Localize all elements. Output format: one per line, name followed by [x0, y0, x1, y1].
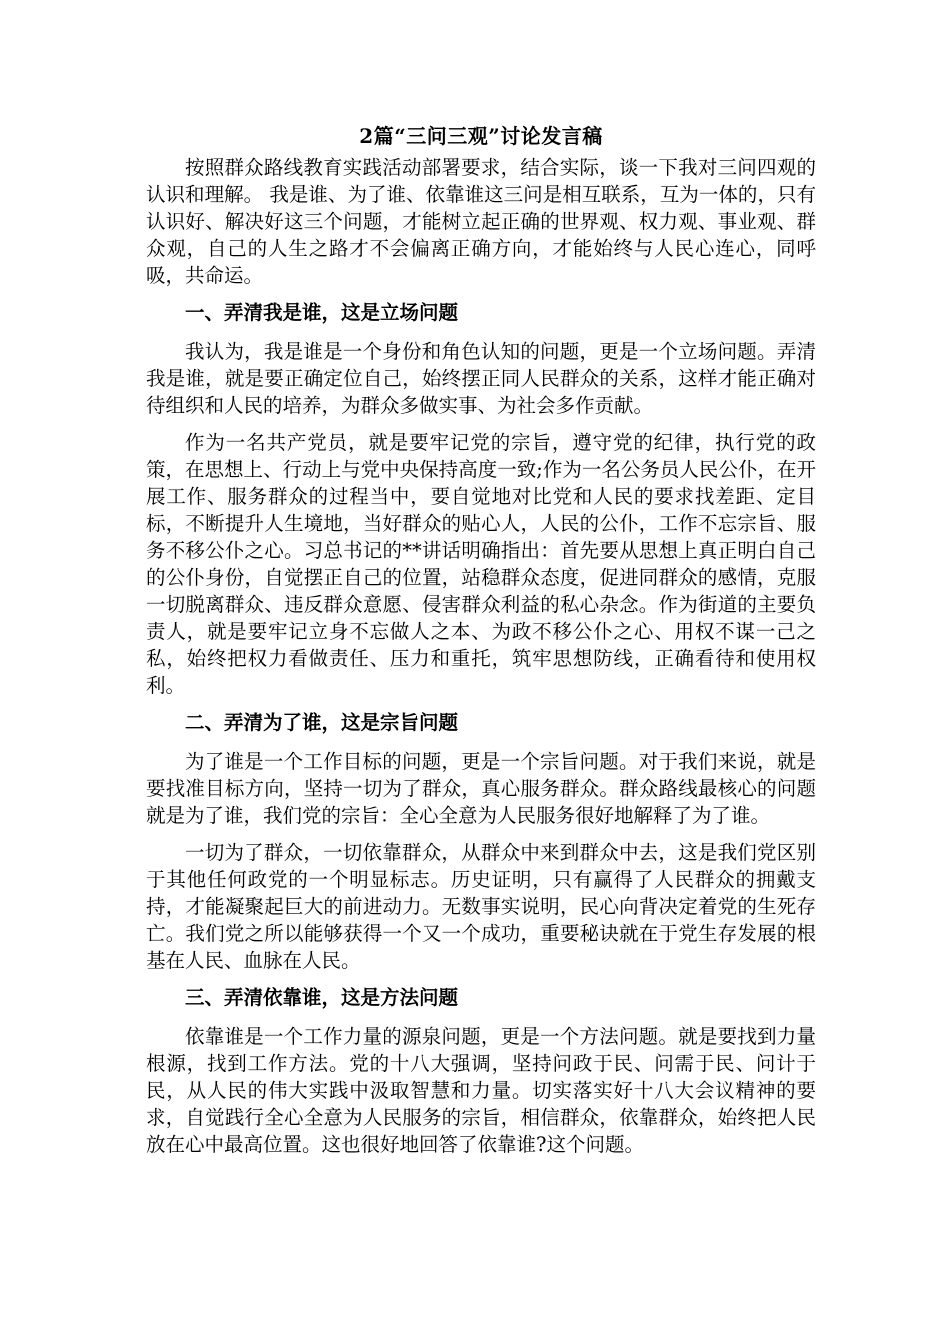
section-3-paragraph-1: 依靠谁是一个工作力量的源泉问题，更是一个方法问题。就是要找到力量根源，找到工作方法。党的十八大强调，坚持问政于民、问需于民、问计于民，从人民的伟大实践中汲取智慧和力量。切实落实好十八大会议精神的要求，自觉践行全心全意为人民服务的宗旨，相信群众，依靠群众，始终把人民放在心中最高位置。这也很好地回答了依靠谁?这个问题。 [146, 1025, 816, 1156]
section-heading-1: 一、弄清我是谁，这是立场问题 [185, 301, 459, 324]
section-1-paragraph-2: 作为一名共产党员，就是要牢记党的宗旨，遵守党的纪律，执行党的政策，在思想上、行动上与党中央保持高度一致;作为一名公务员人民公仆，在开展工作、服务群众的过程当中，要自觉地对比党和人民的要求找差距、定目标，不断提升人生境地，当好群众的贴心人，人民的公仆，工作不忘宗旨、服务不移公仆之心。习总书记的**讲话明确指出：首先要从思想上真正明白自己的公仆身份，自觉摆正自己的位置，站稳群众态度，促进同群众的感情，克服一切脱离群众、违反群众意愿、侵害群众利益的私心杂念。作为街道的主要负责人，就是要牢记立身不忘做人之本、为政不移公仆之心、用权不谋一己之私，始终把权力看做责任、压力和重托，筑牢思想防线，正确看待和使用权利。 [146, 431, 816, 697]
section-1-paragraph-1: 我认为，我是谁是一个身份和角色认知的问题，更是一个立场问题。弄清我是谁，就是要正确定位自己，始终摆正同人民群众的关系，这样才能正确对待组织和人民的培养，为群众多做实事、为社会多作贡献。 [146, 340, 816, 417]
intro-paragraph: 按照群众路线教育实践活动部署要求，结合实际，谈一下我对三问四观的认识和理解。 我是谁、为了谁、依靠谁这三问是相互联系，互为一体的，只有认识好、解决好这三个问题，才能树立起正确的世界观、权力观、事业观、群众观，自己的人生之路才不会偏离正确方向，才能始终与人民心连心，同呼吸，共命运。 [146, 156, 816, 287]
section-heading-3: 三、弄清依靠谁，这是方法问题 [185, 986, 459, 1009]
section-2-paragraph-2: 一切为了群众，一切依靠群众，从群众中来到群众中去，这是我们党区别于其他任何政党的一个明显标志。历史证明，只有赢得了人民群众的拥戴支持，才能凝聚起巨大的前进动力。无数事实说明，民心向背决定着党的生死存亡。我们党之所以能够获得一个又一个成功，重要秘诀就在于党生存发展的根基在人民、血脉在人民。 [146, 841, 816, 972]
document-page [146, 118, 816, 1168]
section-heading-2: 二、弄清为了谁，这是宗旨问题 [185, 711, 459, 734]
section-2-paragraph-1: 为了谁是一个工作目标的问题，更是一个宗旨问题。对于我们来说，就是要找准目标方向，坚持一切为了群众，真心服务群众。群众路线最核心的问题就是为了谁，我们党的宗旨：全心全意为人民服务很好地解释了为了谁。 [146, 750, 816, 827]
document-title: 2篇“三问三观”讨论发言稿 [359, 124, 603, 148]
